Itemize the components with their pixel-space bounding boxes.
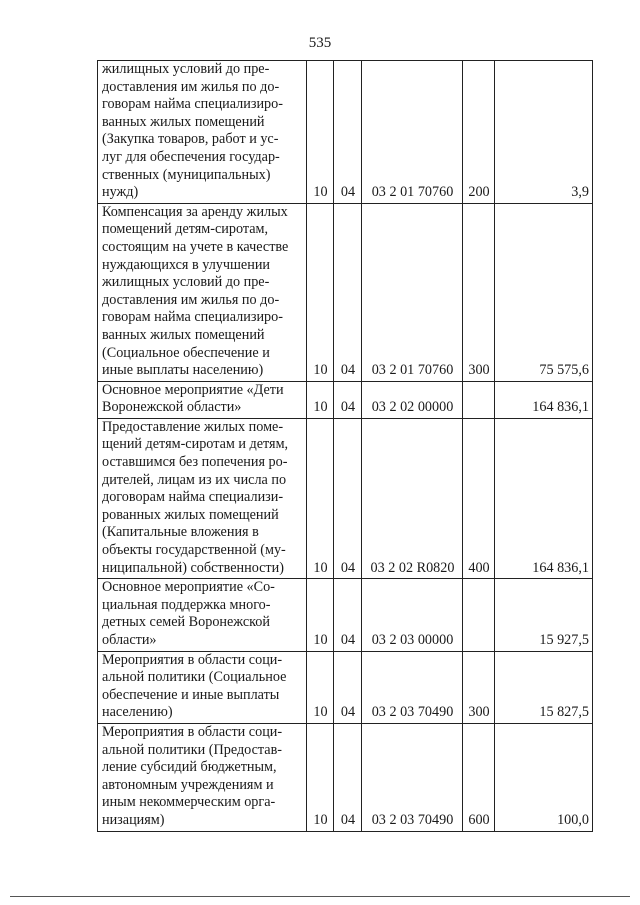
row-expense-type: 300 (463, 651, 495, 723)
footer-rule (10, 896, 630, 897)
row-subsection: 04 (334, 418, 362, 578)
row-amount: 164 836,1 (495, 418, 593, 578)
row-expense-type (463, 579, 495, 651)
row-subsection: 04 (334, 381, 362, 418)
row-amount: 100,0 (495, 723, 593, 831)
row-section: 10 (307, 203, 334, 381)
row-amount: 15 827,5 (495, 651, 593, 723)
table-row (98, 381, 593, 418)
row-target-code: 03 2 03 70490 (362, 723, 463, 831)
row-expense-type (463, 381, 495, 418)
table-row (98, 579, 593, 651)
table-row (98, 651, 593, 723)
row-target-code: 03 2 02 00000 (362, 381, 463, 418)
table-row (98, 61, 593, 204)
table-row (98, 418, 593, 578)
row-section: 10 (307, 418, 334, 578)
row-description: жилищных условий до пре- доставления им жилья по до- говорам найма специализиро- ванных жилых помещений (Закупка товаров, работ и ус- луг для обеспечения государ- ственных (муниципальных) нужд) (98, 61, 307, 204)
row-amount: 75 575,6 (495, 203, 593, 381)
row-subsection: 04 (334, 203, 362, 381)
row-target-code: 03 2 03 70490 (362, 651, 463, 723)
row-target-code: 03 2 01 70760 (362, 61, 463, 204)
row-description: Предоставление жилых поме- щений детям-сиротам и детям, оставшимся без попечения ро- дителей, лицам из их числа по договорам найма специализи- рованных жилых помещений (Капитальные вложения в объекты государственной (му- ниципальной) собственности) (98, 418, 307, 578)
row-section: 10 (307, 381, 334, 418)
row-section: 10 (307, 723, 334, 831)
row-description: Основное мероприятие «Дети Воронежской области» (98, 381, 307, 418)
row-target-code: 03 2 02 R0820 (362, 418, 463, 578)
row-target-code: 03 2 03 00000 (362, 579, 463, 651)
table-row (98, 203, 593, 381)
row-expense-type: 600 (463, 723, 495, 831)
row-description: Мероприятия в области соци- альной политики (Предостав- ление субсидий бюджетным, автономным учреждениям и иным некоммерческим орга- низациям) (98, 723, 307, 831)
row-description: Компенсация за аренду жилых помещений детям-сиротам, состоящим на учете в качестве нуждающихся в улучшении жилищных условий до пре- доставления им жилья по до- говорам найма специализиро- ванных жилых помещений (Социальное обеспечение и иные выплаты населению) (98, 203, 307, 381)
row-amount: 3,9 (495, 61, 593, 204)
row-subsection: 04 (334, 651, 362, 723)
row-amount: 15 927,5 (495, 579, 593, 651)
row-section: 10 (307, 61, 334, 204)
budget-table (97, 60, 593, 832)
row-target-code: 03 2 01 70760 (362, 203, 463, 381)
row-expense-type: 400 (463, 418, 495, 578)
row-description: Основное мероприятие «Со- циальная поддержка много- детных семей Воронежской области» (98, 579, 307, 651)
row-expense-type: 200 (463, 61, 495, 204)
row-subsection: 04 (334, 61, 362, 204)
row-subsection: 04 (334, 723, 362, 831)
row-expense-type: 300 (463, 203, 495, 381)
page-number: 535 (308, 35, 332, 51)
row-description: Мероприятия в области соци- альной политики (Социальное обеспечение и иные выплаты населению) (98, 651, 307, 723)
row-amount: 164 836,1 (495, 381, 593, 418)
row-section: 10 (307, 651, 334, 723)
row-subsection: 04 (334, 579, 362, 651)
table-row (98, 723, 593, 831)
row-section: 10 (307, 579, 334, 651)
